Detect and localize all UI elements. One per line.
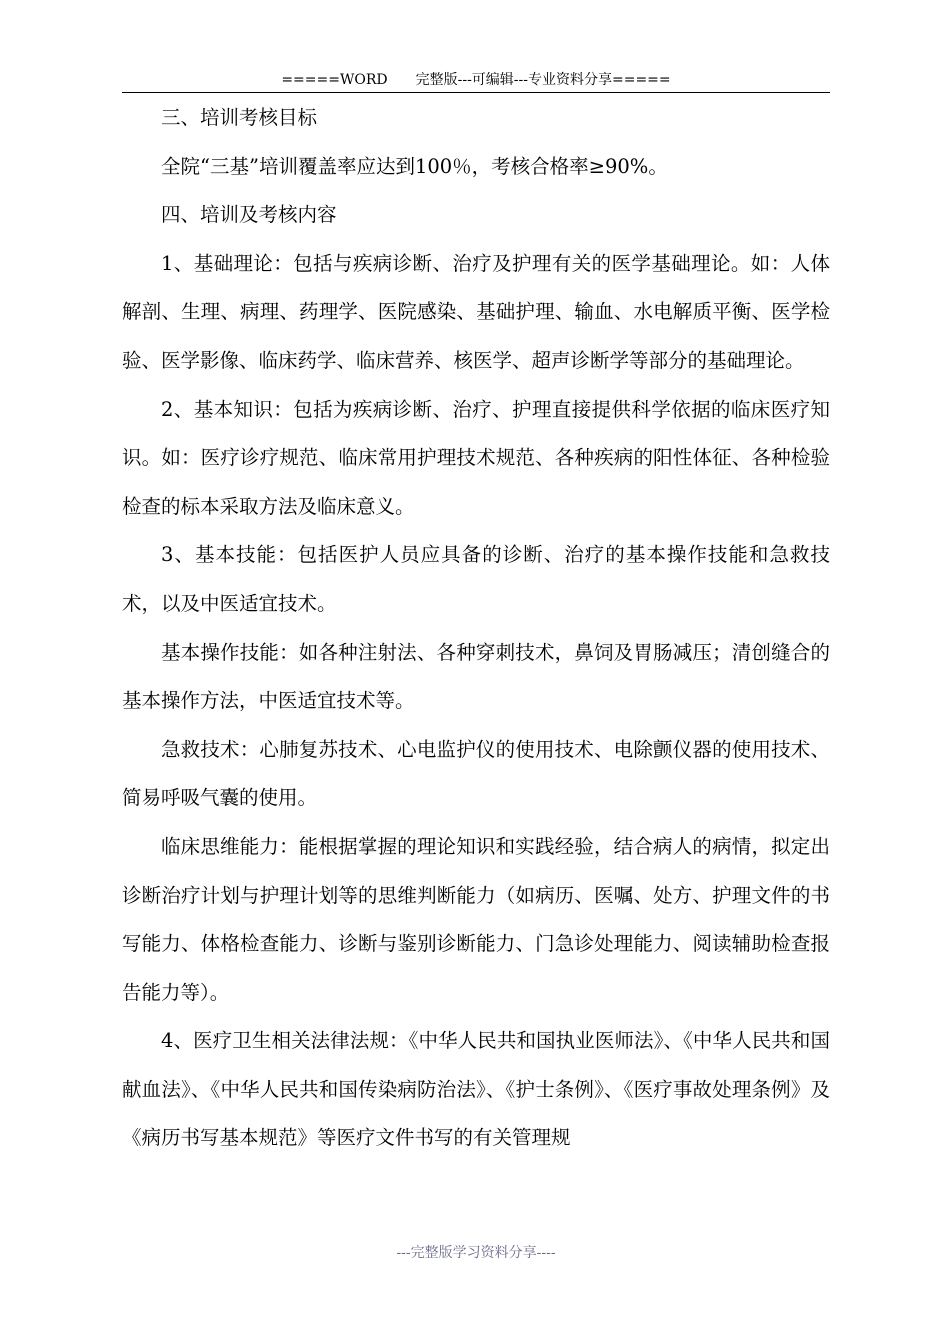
paragraph-clinical-thinking: 临床思维能力：能根据掌握的理论知识和实践经验，结合病人的病情，拟定出诊断治疗计划与护理计划等的思维判断能力（如病历、医嘱、处方、护理文件的书写能力、体格检查能力、诊断与鉴别诊断能力、门急诊处理能力、阅读辅助检查报告能力等）。 bbox=[122, 834, 830, 1004]
section-heading-training-content: 四、培训及考核内容 bbox=[161, 203, 337, 227]
paragraph-basic-theory: 1、基础理论：包括与疾病诊断、治疗及护理有关的医学基础理论。如：人体解剖、生理、病理、药理学、医院感染、基础护理、输血、水电解质平衡、医学检验、医学影像、临床药学、临床营养、核医学、超声诊断学等部分的基础理论。 bbox=[122, 251, 830, 372]
paragraph-laws-regulations: 4、医疗卫生相关法律法规：《中华人民共和国执业医师法》、《中华人民共和国献血法》、《中华人民共和国传染病防治法》、《护士条例》、《医疗事故处理条例》及《病历书写基本规范》等医疗文件书写的有关管理规 bbox=[122, 1029, 830, 1150]
paragraph-basic-knowledge: 2、基本知识：包括为疾病诊断、治疗、护理直接提供科学依据的临床医疗知识。如：医疗诊疗规范、临床常用护理技术规范、各种疾病的阳性体征、各种检验检查的标本采取方法及临床意义。 bbox=[122, 397, 830, 518]
document-body bbox=[122, 94, 830, 1163]
paragraph-operation-skills: 基本操作技能：如各种注射法、各种穿刺技术，鼻饲及胃肠减压；清创缝合的基本操作方法，中医适宜技术等。 bbox=[122, 640, 830, 713]
page-header bbox=[122, 70, 830, 93]
section-heading-training-goal: 三、培训考核目标 bbox=[161, 106, 318, 129]
page-footer bbox=[122, 1243, 830, 1263]
paragraph-basic-skills: 3、基本技能：包括医护人员应具备的诊断、治疗的基本操作技能和急救技术，以及中医适宜技术。 bbox=[122, 543, 830, 615]
footer-text: ---完整版学习资料分享---- bbox=[396, 1245, 556, 1261]
paragraph-coverage-rate: 全院“三基”培训覆盖率应达到100％，考核合格率≥90%。 bbox=[161, 154, 668, 178]
header-text: =====WORD 完整版---可编辑---专业资料分享===== bbox=[281, 72, 671, 88]
paragraph-emergency-skills: 急救技术：心肺复苏技术、心电监护仪的使用技术、电除颤仪器的使用技术、简易呼吸气囊的使用。 bbox=[122, 737, 830, 810]
